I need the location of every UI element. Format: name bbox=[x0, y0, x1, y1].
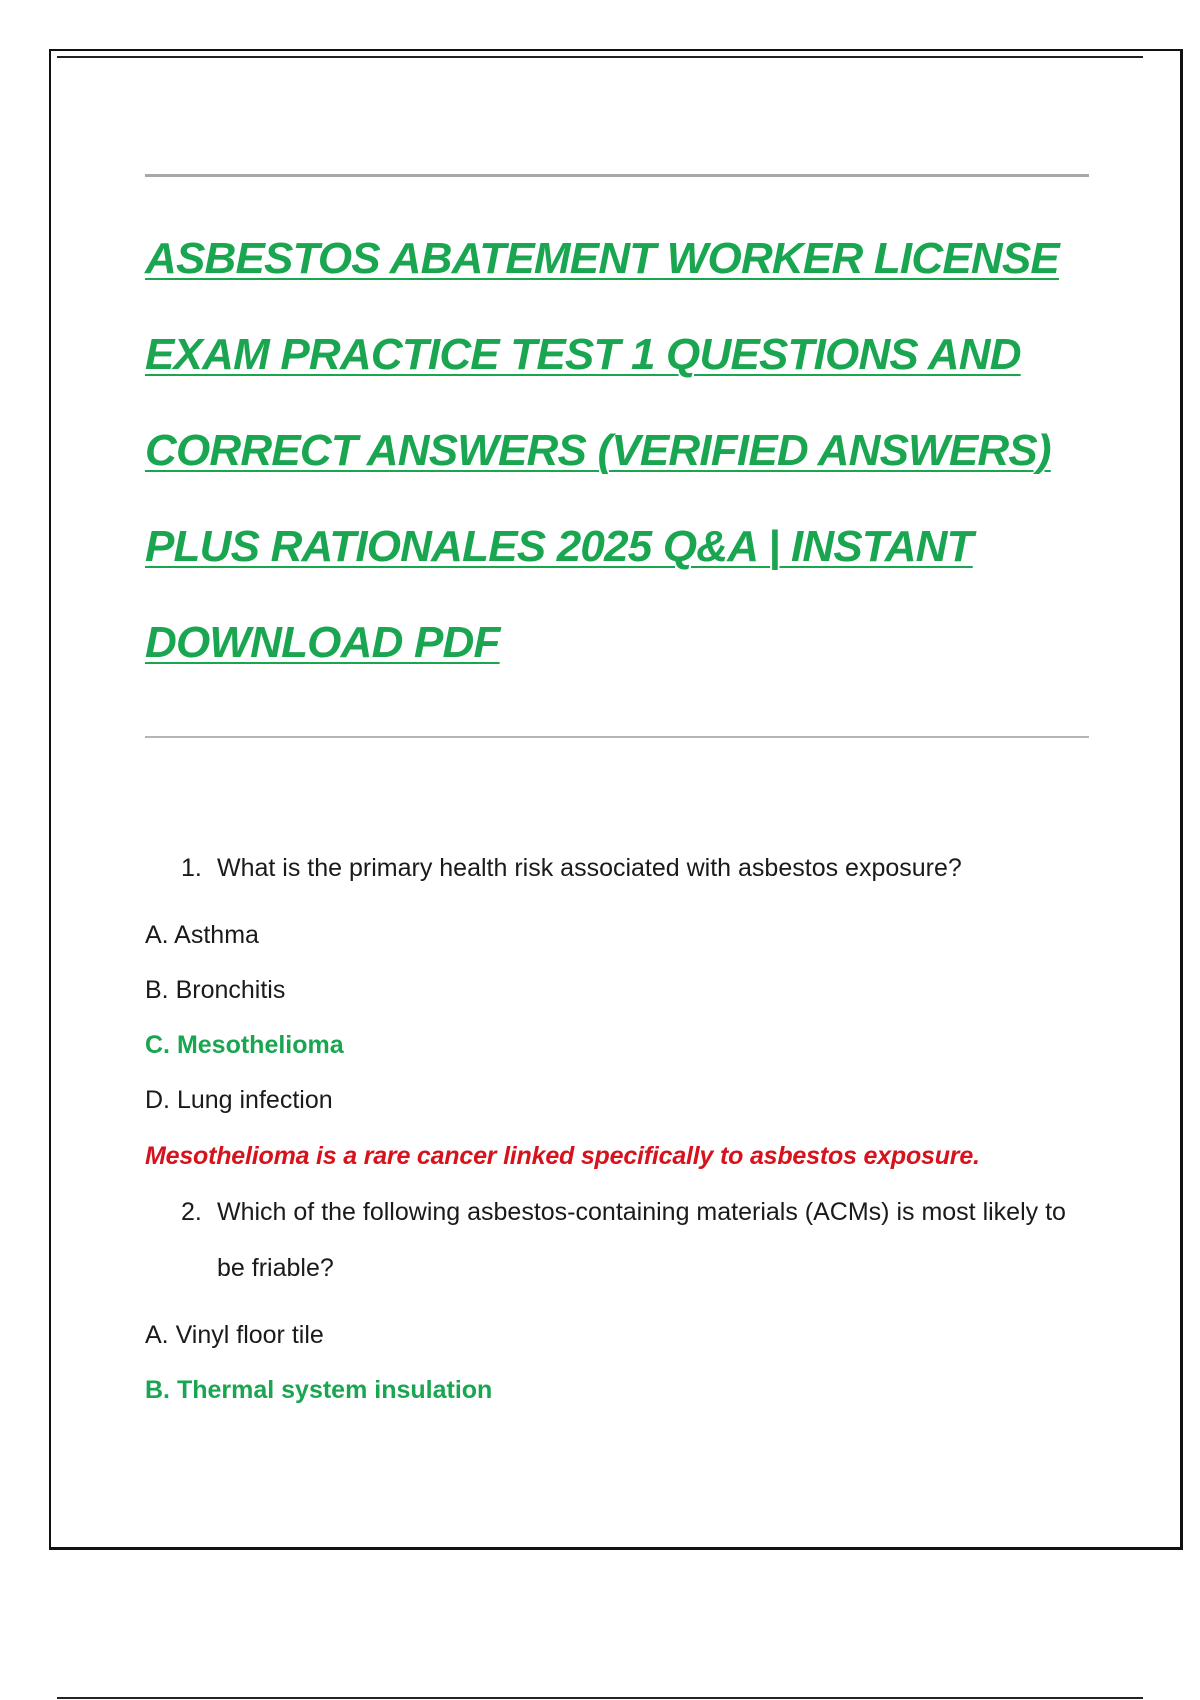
title-bottom-rule bbox=[145, 736, 1089, 738]
question-2 bbox=[145, 1184, 1089, 1296]
bottom-rule bbox=[57, 1697, 1143, 1699]
answer-option: B. Bronchitis bbox=[145, 976, 286, 1004]
question-1 bbox=[145, 840, 1089, 896]
correct-answer-option: B. Thermal system insulation bbox=[145, 1376, 493, 1404]
correct-answer-option: C. Mesothelioma bbox=[145, 1031, 344, 1059]
top-rule bbox=[57, 56, 1143, 58]
title-line: DOWNLOAD PDF bbox=[145, 618, 500, 667]
question-list bbox=[145, 840, 1089, 1418]
title-top-rule bbox=[145, 174, 1089, 177]
question-text: Which of the following asbestos-containing materials (ACMs) is most likely to be friable? bbox=[217, 1198, 1066, 1282]
answer-option: A. Vinyl floor tile bbox=[145, 1321, 324, 1349]
question-text: What is the primary health risk associated with asbestos exposure? bbox=[217, 854, 962, 882]
rationale-text: Mesothelioma is a rare cancer linked specifically to asbestos exposure. bbox=[145, 1142, 980, 1170]
document-title bbox=[145, 211, 1089, 691]
title-line: EXAM PRACTICE TEST 1 QUESTIONS AND bbox=[145, 330, 1021, 379]
question-number: 1. bbox=[181, 854, 202, 882]
title-line: PLUS RATIONALES 2025 Q&A | INSTANT bbox=[145, 522, 973, 571]
title-line: ASBESTOS ABATEMENT WORKER LICENSE bbox=[145, 234, 1059, 283]
title-line: CORRECT ANSWERS (VERIFIED ANSWERS) bbox=[145, 426, 1051, 475]
answer-option: A. Asthma bbox=[145, 921, 259, 949]
question-number: 2. bbox=[181, 1198, 202, 1226]
answer-option: D. Lung infection bbox=[145, 1086, 333, 1114]
